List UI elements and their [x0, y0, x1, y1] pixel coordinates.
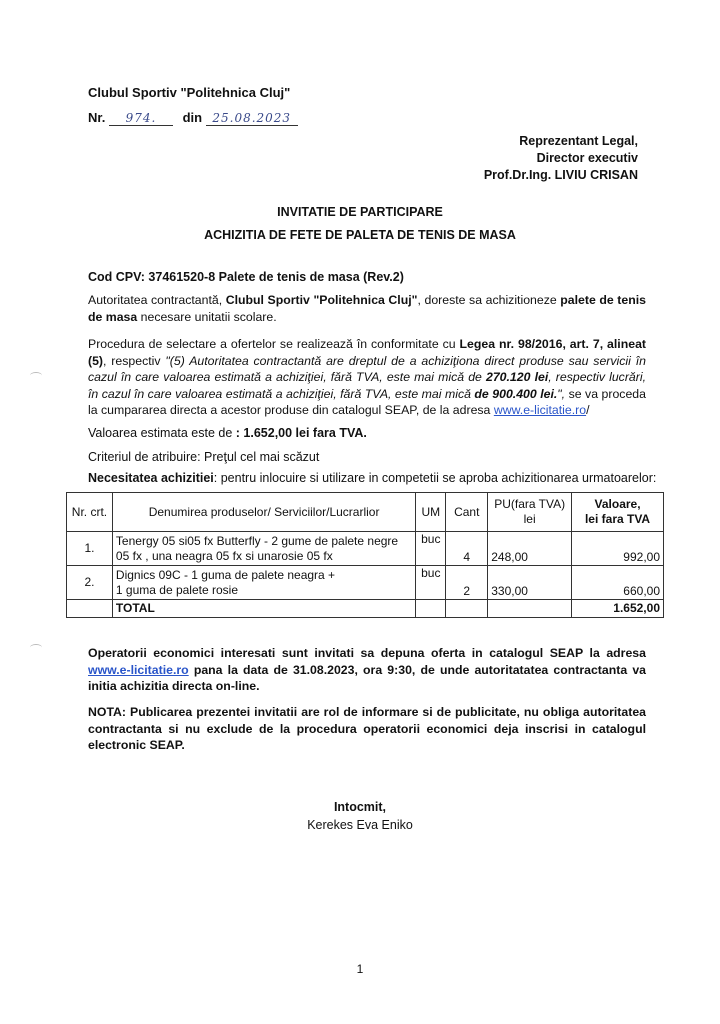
din-label: din — [182, 110, 203, 125]
procedure-law: Legea nr. 98/2016, art. 7, alineat (5) — [88, 337, 647, 368]
row-cant: 4 — [446, 532, 488, 566]
row-value: 660,00 — [572, 566, 664, 600]
procedure-value-1: 270.120 lei — [486, 370, 549, 384]
seap-link-2[interactable]: www.e-licitatie.ro — [88, 662, 189, 677]
registration-line — [88, 110, 298, 126]
total-empty-cell — [446, 600, 488, 618]
estimated-amount: : 1.652,00 lei fara TVA. — [235, 426, 367, 440]
recipient-block — [484, 133, 638, 184]
total-value: 1.652,00 — [572, 600, 664, 618]
table-row — [67, 532, 664, 566]
header-value — [572, 493, 664, 532]
page-number: 1 — [356, 962, 364, 976]
header-pu-line-1: PU(fara TVA) — [494, 497, 566, 511]
header-value-line-1: Valoare, — [594, 497, 641, 511]
intro-text-2: , doreste sa achizitioneze — [417, 293, 561, 307]
intro-paragraph — [88, 292, 646, 325]
row-name-line-2: 05 fx , una neagra 05 fx si unarosie 05 fx — [115, 548, 333, 563]
total-empty-cell — [416, 600, 446, 618]
procedure-paragraph — [88, 336, 646, 419]
nr-value-handwritten: 974. — [109, 111, 173, 126]
header-nr: Nr. crt. — [67, 493, 113, 532]
nota-text: NOTA: Publicarea prezentei invitatii are rol de informare si de publicitate, nu obliga autoritatea contractanta si nu exclude de la procedura operatorii economici deja inscrisi in catalogul electronic SEAP. — [88, 705, 646, 752]
procedure-value-2: de 900.400 lei. — [474, 386, 558, 401]
procedure-text-4: / — [586, 403, 590, 417]
row-pu: 248,00 — [488, 532, 572, 566]
document-title: INVITATIE DE PARTICIPARE — [277, 205, 443, 219]
row-value: 992,00 — [572, 532, 664, 566]
nr-label: Nr. — [88, 110, 106, 125]
row-name-line-2: 1 guma de palete rosie — [115, 582, 239, 597]
intro-product: palete de tenis de masa — [88, 293, 647, 324]
cpv-code: Cod CPV: 37461520-8 Palete de tenis de masa (Rev.2) — [88, 270, 404, 284]
procedure-text-1: Procedura de selectare a ofertelor se realizează în conformitate cu — [88, 337, 460, 351]
header-pu — [488, 493, 572, 532]
row-pu: 330,00 — [488, 566, 572, 600]
procedure-quote-3: ", — [557, 386, 566, 401]
necessity-line — [88, 471, 656, 485]
table-total-row — [67, 600, 664, 618]
items-table — [66, 492, 664, 618]
din-value-handwritten: 25.08.2023 — [206, 111, 298, 126]
table-header-row — [67, 493, 664, 532]
total-empty-cell — [67, 600, 113, 618]
scan-mark — [30, 644, 42, 651]
estimated-value — [88, 426, 367, 440]
row-nr: 1. — [67, 532, 113, 566]
row-um: buc — [416, 532, 446, 566]
total-label: TOTAL — [112, 600, 415, 618]
table-row — [67, 566, 664, 600]
operators-paragraph — [88, 645, 646, 695]
recipient-line-1: Reprezentant Legal, — [519, 134, 638, 148]
header-pu-line-2: lei — [523, 512, 536, 526]
scan-mark — [30, 372, 42, 379]
row-name — [112, 566, 415, 600]
award-criteria: Criteriul de atribuire: Preţul cel mai scăzut — [88, 450, 320, 464]
signature-label: Intocmit, — [333, 800, 387, 814]
operators-text-2: pana la data de 31.08.2023, ora 9:30, de unde autoritatatea contractanta va initia achizitia directa on-line. — [88, 662, 646, 693]
header-value-line-2: lei fara TVA — [584, 512, 651, 526]
operators-text-1: Operatorii economici interesati sunt invitati sa depuna oferta in catalogul SEAP la adresa — [88, 646, 646, 660]
row-cant: 2 — [446, 566, 488, 600]
intro-text-1: Autoritatea contractantă, — [88, 293, 226, 307]
estimated-label: Valoarea estimata este de — [88, 426, 236, 440]
seap-link[interactable]: www.e-licitatie.ro — [493, 403, 587, 417]
procedure-quote-1: "(5) Autoritatea contractantă are dreptul de a achiziţiona direct produse sau servicii în cazul în care valoarea estimată a achiziţiei, fără TVA, este mai mică de — [88, 353, 646, 384]
row-nr: 2. — [67, 566, 113, 600]
necessity-text: : pentru inlocuire si utilizare in competetii se aproba achizitionarea urmatoarelor: — [213, 471, 657, 485]
signature-name: Kerekes Eva Eniko — [307, 818, 413, 832]
row-name-line-1: Dignics 09C - 1 guma de palete neagra + — [115, 567, 336, 582]
intro-text-3: necesare unitatii scolare. — [137, 309, 277, 324]
club-name: Clubul Sportiv "Politehnica Cluj" — [88, 85, 291, 100]
header-name: Denumirea produselor/ Serviciilor/Lucrarlior — [112, 493, 415, 532]
procedure-text-2: , respectiv — [103, 353, 166, 368]
intro-club: Clubul Sportiv "Politehnica Cluj" — [225, 293, 418, 307]
procedure-quote-2: , respectiv lucrări, în cazul în care valoarea estimată a achiziţiei, fără TVA, este mai mică — [88, 370, 647, 401]
recipient-line-3: Prof.Dr.Ing. LIVIU CRISAN — [483, 168, 638, 182]
row-name — [112, 532, 415, 566]
document-subtitle: ACHIZITIA DE FETE DE PALETA DE TENIS DE MASA — [204, 228, 516, 242]
header-cant: Cant — [446, 493, 488, 532]
row-um: buc — [416, 566, 446, 600]
row-name-line-1: Tenergy 05 si05 fx Butterfly - 2 gume de palete negre — [115, 533, 399, 548]
recipient-line-2: Director executiv — [536, 151, 638, 165]
necessity-label: Necesitatea achizitiei — [88, 471, 214, 485]
nota-paragraph — [88, 704, 646, 754]
header-um: UM — [416, 493, 446, 532]
procedure-text-3: se va proceda la cumpararea directa a acestor produse din catalogul SEAP, de la adresa — [88, 386, 646, 417]
total-empty-cell — [488, 600, 572, 618]
